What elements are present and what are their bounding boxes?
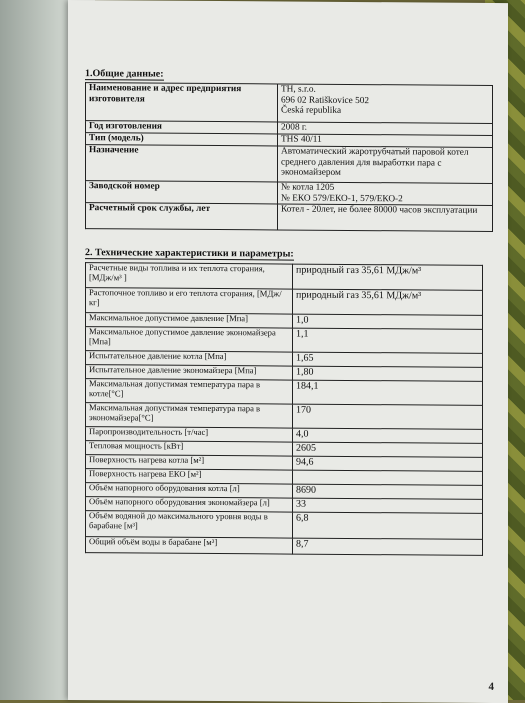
table-row (86, 203, 493, 232)
row-label: Объём напорного оборудования экономайзера [л] (86, 497, 293, 512)
row-value: TH, s.r.o. 696 02 Ratiškovice 502 Česká republika (278, 84, 493, 124)
row-label: Тепловая мощность [кВт] (86, 441, 293, 456)
row-label: Максимальное допустимое давление экономайзера [Мпа] (86, 327, 293, 352)
row-label: Растопочное топливо и его теплота сгорания, [МДж/кг] (86, 288, 293, 314)
row-value: природный газ 35,61 МДж/м³ (293, 289, 483, 315)
row-value: 4,0 (293, 428, 483, 443)
table-row (86, 537, 483, 556)
row-label: Расчетный срок службы, лет (86, 203, 278, 230)
row-label: Паропроизводительность [т/час] (86, 427, 293, 442)
row-value: 184,1 (293, 380, 483, 405)
row-value: THS 40/11 (278, 134, 493, 148)
row-label: Поверхность нагрева ЕКО [м²] (86, 469, 293, 484)
row-value: 170 (293, 404, 483, 429)
row-label: Тип (модель) (86, 133, 278, 146)
row-value: Котел - 20лет, не более 80000 часов эксплуатации (278, 204, 493, 232)
row-label: Максимальная допустимая температура пара в котле[°C] (86, 379, 293, 404)
table-row (86, 181, 493, 206)
document-page (68, 0, 508, 703)
row-value: 33 (293, 498, 483, 513)
row-value: 2008 г. (278, 122, 493, 136)
row-label: Общий объём воды в барабане [м³] (86, 537, 293, 554)
row-label: Назначение (86, 145, 278, 182)
table-row (86, 403, 483, 430)
table-row (86, 83, 493, 124)
row-value: 2605 (293, 442, 483, 457)
row-value: 1,0 (293, 314, 483, 329)
row-label: Испытательное давление котла [Мпа] (86, 351, 293, 366)
row-label: Год изготовления (86, 121, 278, 134)
row-value: 8,7 (293, 538, 483, 555)
table-row (86, 327, 483, 354)
row-label: Расчетные виды топлива и их теплота сгорания, [МДж/м³ ] (86, 263, 293, 289)
row-label: Поверхность нагрева котла [м²] (86, 455, 293, 470)
section1-title: 1.Общие данные: (85, 68, 164, 80)
table-row (86, 379, 483, 406)
row-label: Заводской номер (86, 181, 278, 205)
row-value: № котла 1205 № ЕКО 579/ЕКО-1, 579/ЕКО-2 (278, 182, 493, 206)
row-label: Испытательное давление экономайзера [Мпа] (86, 365, 293, 380)
row-value: природный газ 35,61 МДж/м³ (293, 264, 483, 290)
row-value: 1,65 (293, 352, 483, 367)
technical-specs-table (85, 262, 483, 556)
row-label: Максимальная допустимая температура пара в экономайзера[°C] (86, 403, 293, 428)
row-label: Объём напорного оборудования котла [л] (86, 483, 293, 498)
row-value: 94,6 (293, 456, 483, 471)
row-label: Объём водяной до максимального уровня воды в барабане [м³] (86, 511, 293, 538)
row-value: 1,80 (293, 366, 483, 381)
row-value: Автоматический жаротрубчатый паровой котел среднего давления для выработки пара с экономайзером (278, 146, 493, 184)
row-label: Максимальное допустимое давление [Мпа] (86, 313, 293, 328)
general-data-table (85, 82, 493, 232)
table-row (86, 263, 483, 291)
row-value: 8690 (293, 484, 483, 499)
table-row (86, 145, 493, 184)
row-label: Наименование и адрес предприятия изготовителя (86, 83, 278, 122)
page-number: 4 (488, 680, 494, 693)
section2-title: 2. Технические характеристики и параметры: (85, 247, 294, 260)
row-value: 1,1 (293, 328, 483, 353)
row-value (293, 470, 483, 485)
row-value: 6,8 (293, 512, 483, 539)
table-row (86, 288, 483, 316)
table-row (86, 511, 483, 540)
